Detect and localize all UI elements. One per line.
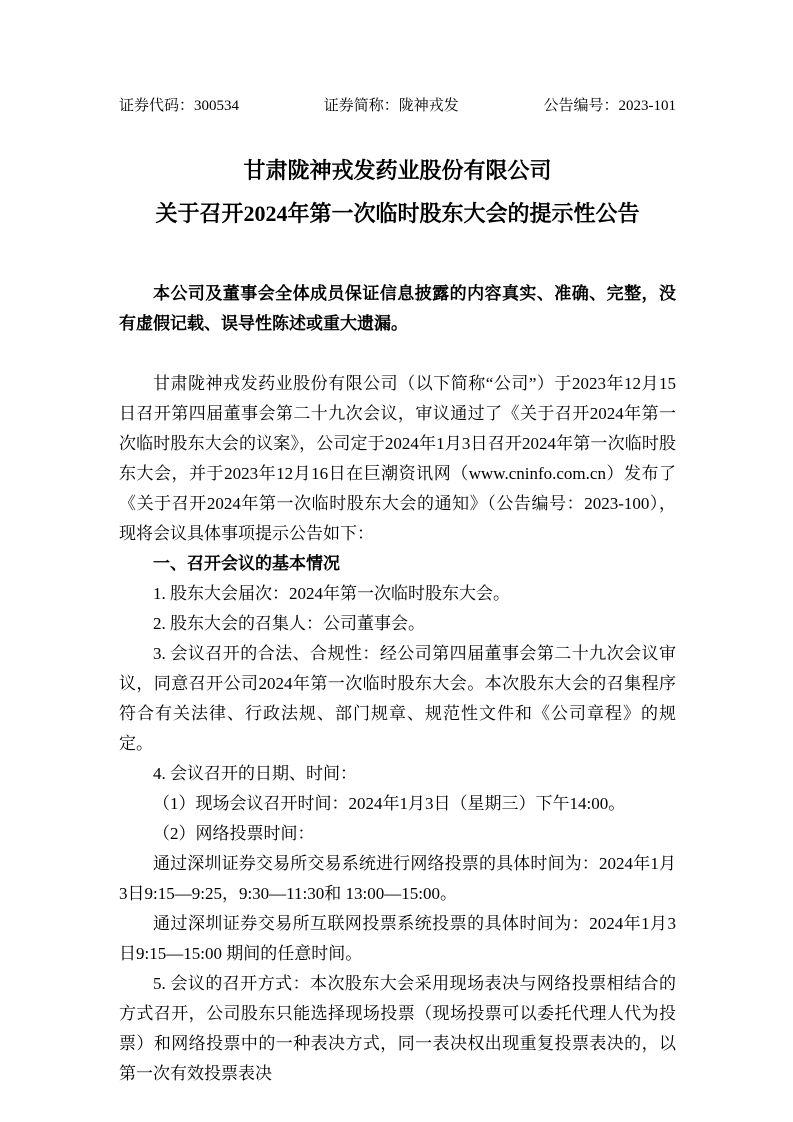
stock-abbreviation: 证券简称：陇神戎发 [323, 98, 459, 114]
document-body [119, 369, 676, 1089]
paragraph-2: 一、召开会议的基本情况 [153, 554, 340, 573]
paragraph-11: 5. 会议的召开方式：本次股东大会采用现场表决与网络投票相结合的方式召开，公司股东只能选择现场投票（现场投票可以委托代理人代为投票）和网络投票中的一种表决方式，同一表决权出现重复投票表决的，以第一次有效投票表决 [119, 974, 676, 1083]
paragraph-3: 1. 股东大会届次：2024年第一次临时股东大会。 [153, 584, 510, 603]
paragraph-10: 通过深圳证券交易所互联网投票系统投票的具体时间为：2024年1月3日9:15—15:00 期间的任意时间。 [119, 914, 676, 963]
disclosure-statement: 本公司及董事会全体成员保证信息披露的内容真实、准确、完整，没有虚假记载、误导性陈述或重大遗漏。 [119, 284, 676, 333]
paragraph-8: （2）网络投票时间： [153, 824, 315, 843]
document-header [119, 96, 676, 116]
paragraph-6: 4. 会议召开的日期、时间： [153, 764, 357, 783]
stock-code: 证券代码：300534 [119, 98, 240, 114]
paragraph-9: 通过深圳证券交易所交易系统进行网络投票的具体时间为：2024年1月3日9:15—9:25，9:30—11:30和 13:00—15:00。 [119, 854, 676, 903]
paragraph-4: 2. 股东大会的召集人：公司董事会。 [153, 614, 425, 633]
announcement-number: 公告编号：2023-101 [543, 98, 676, 114]
paragraph-7: （1）现场会议召开时间：2024年1月3日（星期三）下午14:00。 [153, 794, 626, 813]
announcement-title: 关于召开2024年第一次临时股东大会的提示性公告 [155, 201, 640, 226]
paragraph-1: 甘肃陇神戎发药业股份有限公司（以下简称“公司”）于2023年12月15日召开第四届董事会第二十九次会议，审议通过了《关于召开2024年第一次临时股东大会的议案》，公司定于2024年1月3日召开2024年第一次临时股东大会，并于2023年12月16日在巨潮资讯网（www.cninfo.com.cn）发布了《关于召开2024年第一次临时股东大会的通知》（公告编号：2023-100），现将会议具体事项提示公告如下： [119, 374, 676, 543]
paragraph-5: 3. 会议召开的合法、合规性：经公司第四届董事会第二十九次会议审议，同意召开公司2024年第一次临时股东大会。本次股东大会的召集程序符合有关法律、行政法规、部门规章、规范性文件和《公司章程》的规定。 [119, 644, 676, 753]
company-name-title: 甘肃陇神戎发药业股份有限公司 [243, 158, 552, 183]
